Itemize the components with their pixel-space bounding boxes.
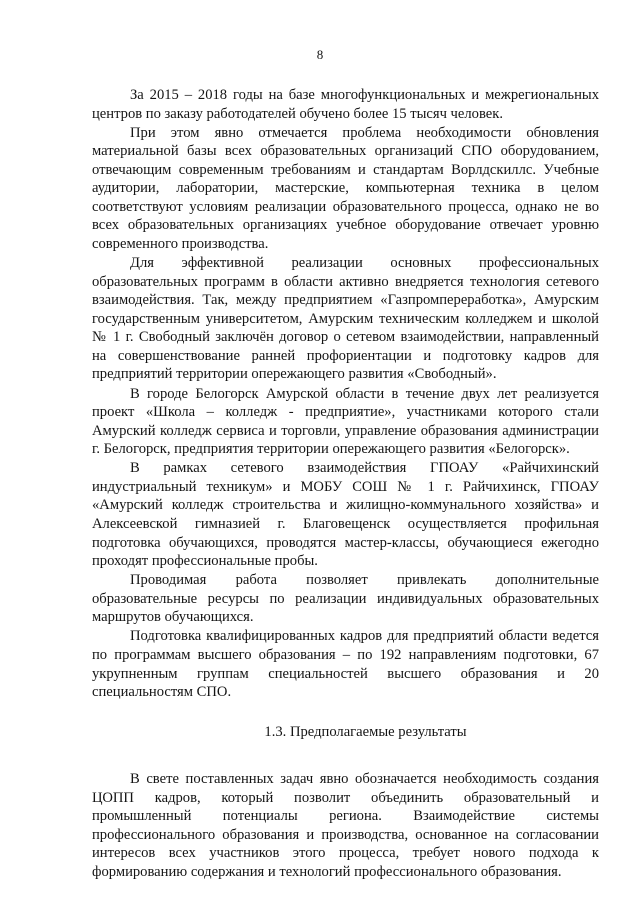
section-heading: 1.3. Предполагаемые результаты [264, 723, 467, 740]
paragraph-resources: Проводимая работа позволяет привлекать дополнительные образовательные ресурсы по реализации индивидуальных образовательных маршрутов обучающихся. [92, 572, 599, 626]
paragraph-expected-results: В свете поставленных задач явно обозначается необходимость создания ЦОПП кадров, который позволит объединить образовательный и промышленный потенциалы региона. Взаимодействие системы профессионального образования и производства, основанное на согласовании интересов всех участников этого процесса, требует нового подхода к формированию содержания и технологий профессионального образования. [92, 771, 599, 880]
paragraph-higher-education: Подготовка квалифицированных кадров для предприятий области ведется по программам высшего образования – по 192 направлениям подготовки, 67 укрупненным группам специальностей высшего образования и 20 специальностям СПО. [92, 628, 599, 701]
paragraph-equipment-problem: При этом явно отмечается проблема необходимости обновления материальной базы всех образовательных организаций СПО оборудованием, отвечающим современным требованиям и стандартам Ворлдскиллс. Учебные аудитории, лаборатории, мастерские, компьютерная техника в целом соответствуют условиям реализации образовательного процесса, однако не во всех образовательных организациях учебное оборудование отвечает уровню современного производства. [92, 124, 599, 252]
paragraph-belogorsk-project: В городе Белогорск Амурской области в течение двух лет реализуется проект «Школа – колледж - предприятие», участниками которого стали Амурский колледж сервиса и торговли, управление образования администрации г. Белогорск, предприятия территории опережающего развития «Белогорск». [92, 385, 599, 458]
page-number: 8 [316, 47, 324, 62]
document-body [92, 86, 599, 881]
paragraph-raichikhinsk-network: В рамках сетевого взаимодействия ГПОАУ «Райчихинский индустриальный техникум» и МОБУ СОШ № 1 г. Райчихинск, ГПОАУ «Амурский колледж строительства и жилищно-коммунального хозяйства» и Алексеевской гимназией г. Благовещенск осуществляется профильная подготовка обучающихся, проводятся мастер-классы, обучающиеся ежегодно проходят профессиональные пробы. [92, 460, 599, 570]
paragraph-network-interaction: Для эффективной реализации основных профессиональных образовательных программ в области активно внедряется технология сетевого взаимодействия. Так, между предприятием «Газпромпереработка», Амурским государственным университетом, Амурским техническим колледжем и школой № 1 г. Свободный заключён договор о сетевом взаимодействии, направленный на совершенствование ранней профориентации и подготовку кадров для предприятий территории опережающего развития «Свободный». [92, 255, 599, 383]
paragraph-training-stats: За 2015 – 2018 годы на базе многофункциональных и межрегиональных центров по заказу работодателей обучено более 15 тысяч человек. [92, 87, 599, 122]
